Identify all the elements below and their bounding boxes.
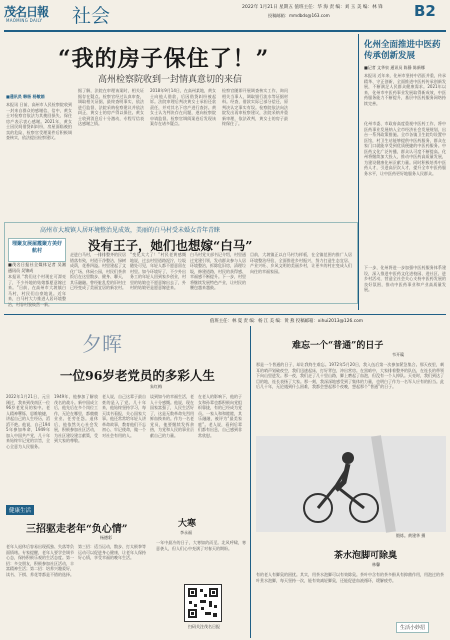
lead-headline: “我的房子保住了！” [58, 46, 270, 72]
xiahui-right-divider [250, 326, 251, 638]
poem-title: 大寒 [178, 519, 197, 529]
article-old-party-member-col-4: 谈到如今的幸福生活，老人十分感慨。他说，现在国家富强了，人民生活好了，这是无数革命先烈用鲜血换来的。作为一名老党员，他要继续发挥余热，为党和人民的事业贡献自己的力量。 [150, 394, 194, 438]
lead-column-1: 本报讯 日前，高州市人民检察院收到一封来自群众的感谢信，信中，黄女士对检察官依法为其挽回损失、保住房产表示衷心感谢。2021年，黄女士因民间借贷纠纠纷，房屋面临被拍卖的危险，检察官受理案件后积极调查核实，依法提出检察建议。 [6, 102, 72, 140]
sidebar-paragraph-3: 下一步，化州将进一步加强中医药服务体系建设，深入推进中医药文化进校园、进社区、进乡村活动，营造全社会关心支持中医药发展的良好氛围，推动中医药事业和产业高质量发展。 [364, 265, 446, 292]
lead-byline: ■通讯员 韩杨 杨敏娟 [6, 94, 45, 99]
feature-column-5: 目前，大坡镇正以白马村为样板，在全镇范围内推广人居环境整治经验，全面推进乡村振兴，努力打造生态宜居、产业兴旺、乡风文明的美丽乡村，让更多的村庄变成人们向往的幸福家园。 [250, 252, 352, 274]
cyclist-photo [256, 436, 446, 532]
health-body-2: 第三招：适当运动，散步、打太极拳等运动可以促进身心健康，让老年人保持好心情，享受幸福的晚年生活。 [78, 544, 146, 560]
article-old-party-member-col-3: 老人说，自己这辈子最自豪的是入了党。几十年来，他始终坚持学习，每天读书看报，关心国家大事。他还常常给年轻人讲革命故事，教育他们不忘初心、牢记使命，做一个对社会有用的人。 [102, 394, 146, 438]
article-old-party-member-col-1: 2022年1月21日，元旦刚过，我来到茂南区一位96岁老党员的家中。老人精神矍铄，思维敏捷，讲起自己的人生经历，滔滔不绝。他说，自己1945年参加革命，1949年加入中国共产党，几十年来始终牢记党的宗旨，全心全意为人民服务。 [6, 394, 50, 449]
newspaper-logo-subtitle: MAOMING DAILY [6, 18, 43, 23]
article-tea-foot-author: 林馨 [372, 562, 380, 567]
health-body-1: 老年人退休后容易出现孤独、失落等负面情绪。专家提醒，老年人要学会调节心态，保持积极乐观的生活态度。第一招：多交朋友，积极参加社区活动，丰富精神生活；第二招：培养兴趣爱好，读书、下棋、养花等都是不错的选择。 [6, 544, 74, 577]
xiahui-info-line: 值班主任：林 夏 责 编：杨 江 美 编：黄 燕 投稿邮箱：xihui2013@126.com [210, 319, 364, 324]
section-divider [4, 314, 446, 315]
feature-byline: ■茂名日报社全媒体记者 吴湘 通讯员 吴锦成 [8, 262, 66, 273]
health-author: 杨德彩 [100, 535, 112, 540]
sidebar-divider [358, 34, 359, 310]
qr-caption: 扫码关注茂名日报 [188, 624, 220, 629]
feature-column-2: 走进白马村，一排排整齐的民居错落有致，村道干净整洁，绿树成荫，花香四溢。村里建起了文化广场、休闲公园，村民们茶余饭后在这里散步、健身、聊天，其乐融融。曾经脏乱差的旧村庄已经变成了美丽宜居的新农村。 [70, 252, 126, 290]
feature-column-1: 本报讯 “我们这个村现在可漂亮了，不少外地的姑娘都愿意嫁过来。”日前，在高州市大坡镇白马村，村民们自豪地说。近年来，白马村大力推进人居环境整治，村容村貌焕然一新。 [8, 274, 66, 307]
sidebar-headline: 化州全面推进中医药传承创新发展 [364, 40, 441, 61]
lead-column-4: 检察官随即开展调查核实工作，询问相关当事人，调取银行流水等证据材料。经查，借款实际已部分偿还，原判决认定事实有误。检察院依法向法院发出再审检察建议，法院采纳并重新审理，依法改判，黄女士的房子最终保住了。 [222, 88, 288, 126]
lead-column-2: 据了解，法院在审理该案时，相关证据存在疑点。检察官经过认真审查，调取相关证据，最终查明事实，依法进行监督，法院采纳检察建议并依法纠正，黄女士的房产得以保住。黄女士收到消息后十分激动，专程写信表达感谢之情。 [78, 88, 144, 126]
feature-kicker: 高州市大坡镇人居环境整治见成效，美丽的白马村受未婚女青年青睐 [40, 227, 221, 234]
photo-caption: 锻炼。黄建华 摄 [396, 533, 426, 538]
poem-author: 李永福 [180, 530, 192, 535]
article-ordinary-day-author: 韦开赣 [392, 352, 404, 357]
feature-headline: 没有王子，她们也想嫁“白马” [88, 238, 253, 253]
feature-thumbnail-text: 埋聚友展屋霞聚方美好航村 [12, 241, 63, 254]
poem-body: 一年中最冷的日子，大寒如约而至。北风呼啸，寒意袭人，但人们心中充满了对春天的期盼。 [156, 540, 246, 551]
xiahui-section-title: 夕晖 [82, 332, 122, 356]
sidebar-paragraph-1: 本报讯 近年来，化州市坚持中西医并重，传承精华、守正创新，全面推进中医药传承创新发展，不断满足人民群众健康需求。2021年以来，化州市中医药事业发展取得新成效，中医药服务能力不断提升，基层中医药服务网络持续完善。 [364, 73, 446, 106]
article-old-party-member-title: 一位96岁老党员的多彩人生 [60, 368, 215, 383]
feature-thumbnail [8, 238, 66, 262]
qr-code-pattern [185, 585, 221, 621]
corner-label: 生活小妙招 [396, 622, 429, 633]
health-tag: 健康生活 [6, 505, 34, 515]
sidebar-paragraph-2: 化州市委、市政府高度重视中医药工作，将中医药事业发展纳入全市经济社会发展规划，出台一系列政策措施。全市各镇卫生院均设置中医馆，村卫生站能够提供中医药服务，群众在家门口就能享受到优质便捷的中医药服务。中医药文化广泛传播，群众认可度不断提高。化州将继续加大投入，推动中医药高质量发展，为建设健康化州贡献力量。同时积极培养中医药人才，引进高层次人才，提升全市中医药服务水平，让中医药更好地服务人民群众。 [364, 121, 446, 176]
lead-column-3: 2018年9月14日，在高州某地，黄女士向他人借款，后因借贷纠纷被起诉。法院审理后判决黄女士承担还款责任，并对其名下房产进行查封。黄女士认为判决存在问题，遂向检察院申请监督。检察官调阅案卷后发现该案存在诸多疑点。 [150, 88, 216, 126]
article-old-party-member-author: 朱红梅 [150, 384, 162, 389]
article-tea-foot-body: 有的老人有脚臭的困扰。其实，用茶水泡脚可以有效除臭。茶叶中含有的茶多酚具有抑菌作用，用泡过的茶叶煮水泡脚，每天坚持一次，能有效减轻脚臭，还能促进血液循环，缓解疲劳。 [256, 572, 444, 583]
date-line: 2022年 1月21日 星期五 值班主任：华 海 责 编：刘 玉 美 编：林 锋 [242, 5, 383, 10]
article-tea-foot-title: 茶水泡脚可除臭 [334, 551, 398, 561]
article-ordinary-day-body: 那是一个普通的日子，却让我终生难忘。1972年5月20日，我入伍后第一次参加紧急集合。那天夜里，刺耳的哨声划破夜空，我们迅速起床，打好背包，冲出营房。在黑暗中，大家排着整齐的队伍，在连长的带领下向山里进发。那一夜，我们走了几十里山路，脚上磨起了血泡，但没有一个人掉队。天亮时，我们到达了目的地，连长表扬了大家。那一刻，我深深地感受到了集体的力量，也明白了作为一名军人应有的担当。此后几十年，无论遇到什么困难，我都会想起那个夜晚，想起那个“普通”的日子。 [256, 362, 444, 389]
article-ordinary-day-title: 难忘一个“普通”的日子 [292, 341, 384, 351]
contact-email: 投稿邮箱：mmdbds@163.com [268, 13, 330, 18]
article-old-party-member-col-5: 在老人的影响下，他的子女和孙辈也都积极向党组织靠拢，有的已经成为党员。一家人和和睦睦，其乐融融，被评为“最美家庭”。老人说，看到后辈们都有出息，自己感到非常欣慰。 [198, 394, 242, 438]
health-title: 三招驱走老年“负心情” [26, 524, 128, 535]
section-title: 社会 [72, 5, 111, 27]
qr-code-icon[interactable] [184, 584, 222, 622]
sidebar-byline: ■记者 文华泉 通讯员 陈静 陈新娜 [364, 65, 425, 70]
article-old-party-member-col-2: 1949年，他参加了解放茂名的战斗。新中国成立后，他先后在多个岗位工作，无论在哪里，都兢兢业业、任劳任怨。退休后，他依然关心社会发展，积极参加社区活动，为社区建设建言献策，受到大家的尊敬。 [54, 394, 98, 443]
cyclist-silhouette [256, 436, 446, 532]
feature-column-4: 白马村党支部书记介绍，村里通过党建引领，发动群众参与人居环境整治，拆除危旧房，清理垃圾，修建道路，村民的获得感、幸福感不断提升。下一步，村里将继续发展特色产业，让村民的腰包越来越鼓。 [190, 252, 246, 290]
lead-subhead: 高州检察院收到一封情真意切的来信 [98, 75, 243, 85]
feature-column-3: “变化太大了！”村民老黄感慨地说，过去村里道路泥泞，垃圾随处可见，年轻人都不愿意留在村里。如今环境好了，不少外出务工的年轻人回到家乡创业，村里的姑娘也不愿意嫁出去了，外村的姑娘更是愿意嫁进来。 [130, 252, 186, 290]
newspaper-logo: 茂名日報 [4, 5, 49, 19]
page-number: B2 [414, 2, 436, 20]
